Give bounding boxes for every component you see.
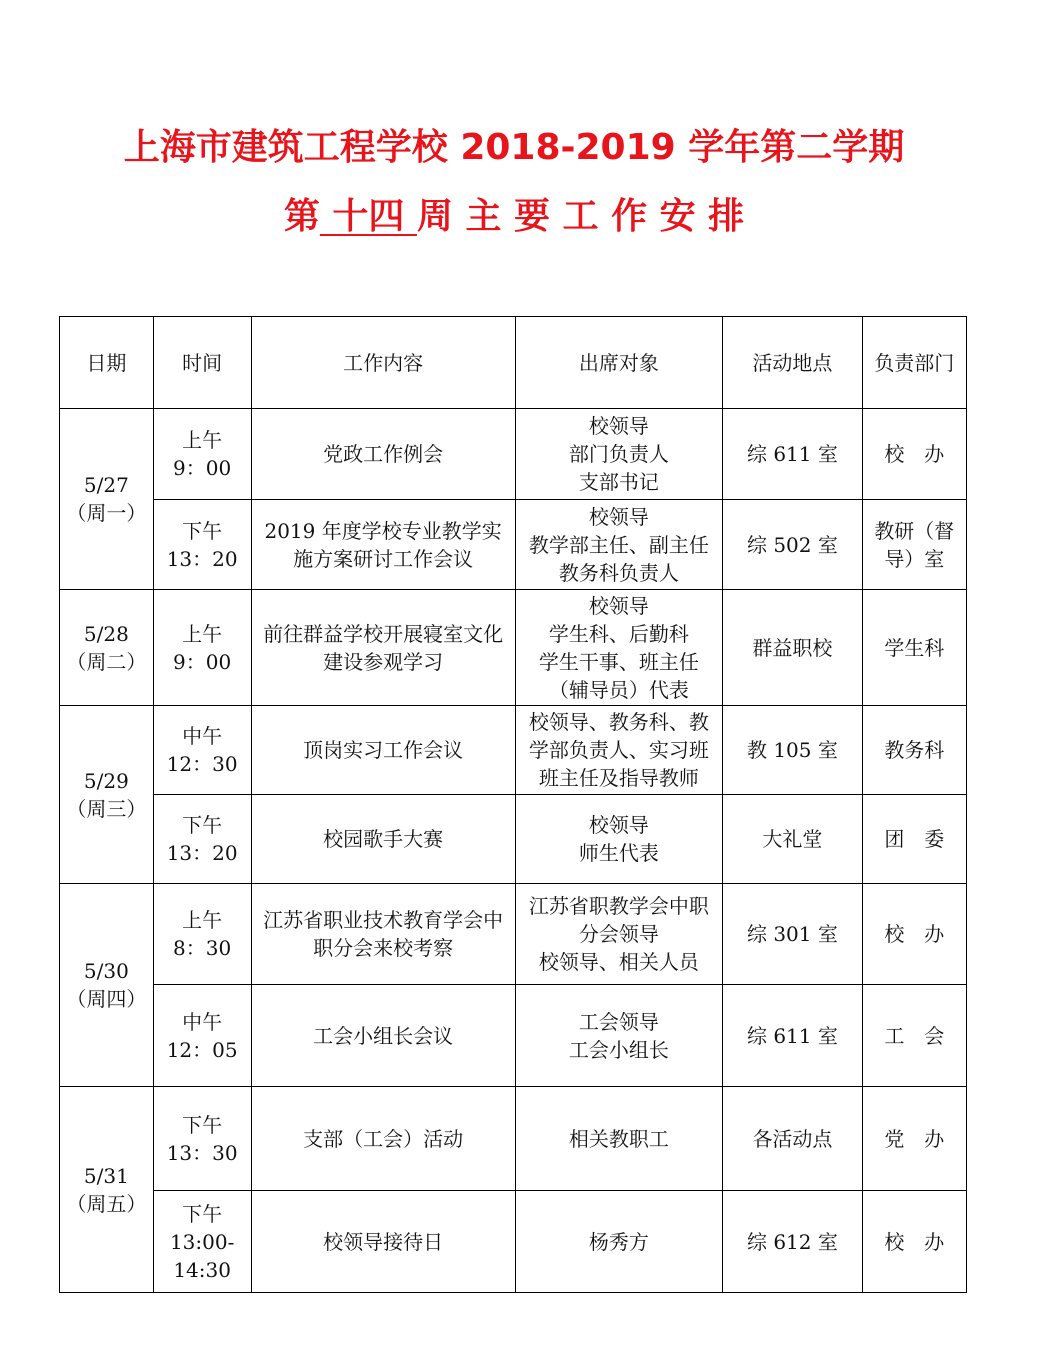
header-row [60,317,967,409]
content-cell: 2019 年度学校专业教学实施方案研讨工作会议 [251,500,515,590]
department-cell: 教务科 [862,706,966,795]
content-cell: 党政工作例会 [251,409,515,500]
location-cell: 综 611 室 [723,409,862,500]
time-cell: 下午 13：20 [153,500,251,590]
attendees-cell: 校领导、教务科、教学部负责人、实习班班主任及指导教师 [515,706,723,795]
attendees-cell: 江苏省职教学会中职分会领导 校领导、相关人员 [515,884,723,985]
subtitle-prefix: 第 [283,196,320,237]
date-cell: 5/31 （周五） [60,1087,154,1293]
schedule-table [59,316,967,1293]
header-content: 工作内容 [251,317,515,409]
header-time: 时间 [153,317,251,409]
location-cell: 各活动点 [723,1087,862,1191]
attendees-cell: 杨秀方 [515,1191,723,1293]
time-cell: 下午 13:00- 14:30 [153,1191,251,1293]
date-cell: 5/28 （周二） [60,590,154,706]
date-cell: 5/30 （周四） [60,884,154,1087]
department-cell: 团 委 [862,795,966,884]
content-cell: 校领导接待日 [251,1191,515,1293]
location-cell: 大礼堂 [723,795,862,884]
location-cell: 综 612 室 [723,1191,862,1293]
attendees-cell: 校领导 教学部主任、副主任 教务科负责人 [515,500,723,590]
department-cell: 教研（督导）室 [862,500,966,590]
table-row [60,409,967,500]
attendees-cell: 校领导 学生科、后勤科 学生干事、班主任（辅导员）代表 [515,590,723,706]
department-cell: 工 会 [862,985,966,1087]
time-cell: 中午 12：05 [153,985,251,1087]
week-number: 十四 [319,196,417,237]
time-cell: 中午 12：30 [153,706,251,795]
location-cell: 综 301 室 [723,884,862,985]
department-cell: 校 办 [862,409,966,500]
table-row [60,500,967,590]
subtitle-suffix: 周 主 要 工 作 安 排 [416,196,745,237]
department-cell: 学生科 [862,590,966,706]
location-cell: 群益职校 [723,590,862,706]
time-cell: 下午 13：20 [153,795,251,884]
content-cell: 顶岗实习工作会议 [251,706,515,795]
content-cell: 江苏省职业技术教育学会中职分会来校考察 [251,884,515,985]
department-cell: 校 办 [862,884,966,985]
table-row [60,706,967,795]
location-cell: 综 611 室 [723,985,862,1087]
location-cell: 综 502 室 [723,500,862,590]
attendees-cell: 工会领导 工会小组长 [515,985,723,1087]
content-cell: 工会小组长会议 [251,985,515,1087]
date-cell: 5/29 （周三） [60,706,154,884]
department-cell: 校 办 [862,1191,966,1293]
time-cell: 上午 8：30 [153,884,251,985]
header-attendees: 出席对象 [515,317,723,409]
content-cell: 支部（工会）活动 [251,1087,515,1191]
table-row [60,590,967,706]
attendees-cell: 相关教职工 [515,1087,723,1191]
attendees-cell: 校领导 部门负责人 支部书记 [515,409,723,500]
table-row [60,795,967,884]
table-row [60,1087,967,1191]
document-subtitle [0,191,1028,243]
header-date: 日期 [60,317,154,409]
table-row [60,884,967,985]
header-location: 活动地点 [723,317,862,409]
header-department: 负责部门 [862,317,966,409]
table-row [60,1191,967,1293]
table-row [60,985,967,1087]
department-cell: 党 办 [862,1087,966,1191]
location-cell: 教 105 室 [723,706,862,795]
document-title: 上海市建筑工程学校 2018-2019 学年第二学期 [123,127,905,168]
time-cell: 上午 9：00 [153,409,251,500]
date-cell: 5/27 （周一） [60,409,154,590]
time-cell: 下午 13：30 [153,1087,251,1191]
time-cell: 上午 9：00 [153,590,251,706]
content-cell: 前往群益学校开展寝室文化建设参观学习 [251,590,515,706]
attendees-cell: 校领导 师生代表 [515,795,723,884]
content-cell: 校园歌手大赛 [251,795,515,884]
